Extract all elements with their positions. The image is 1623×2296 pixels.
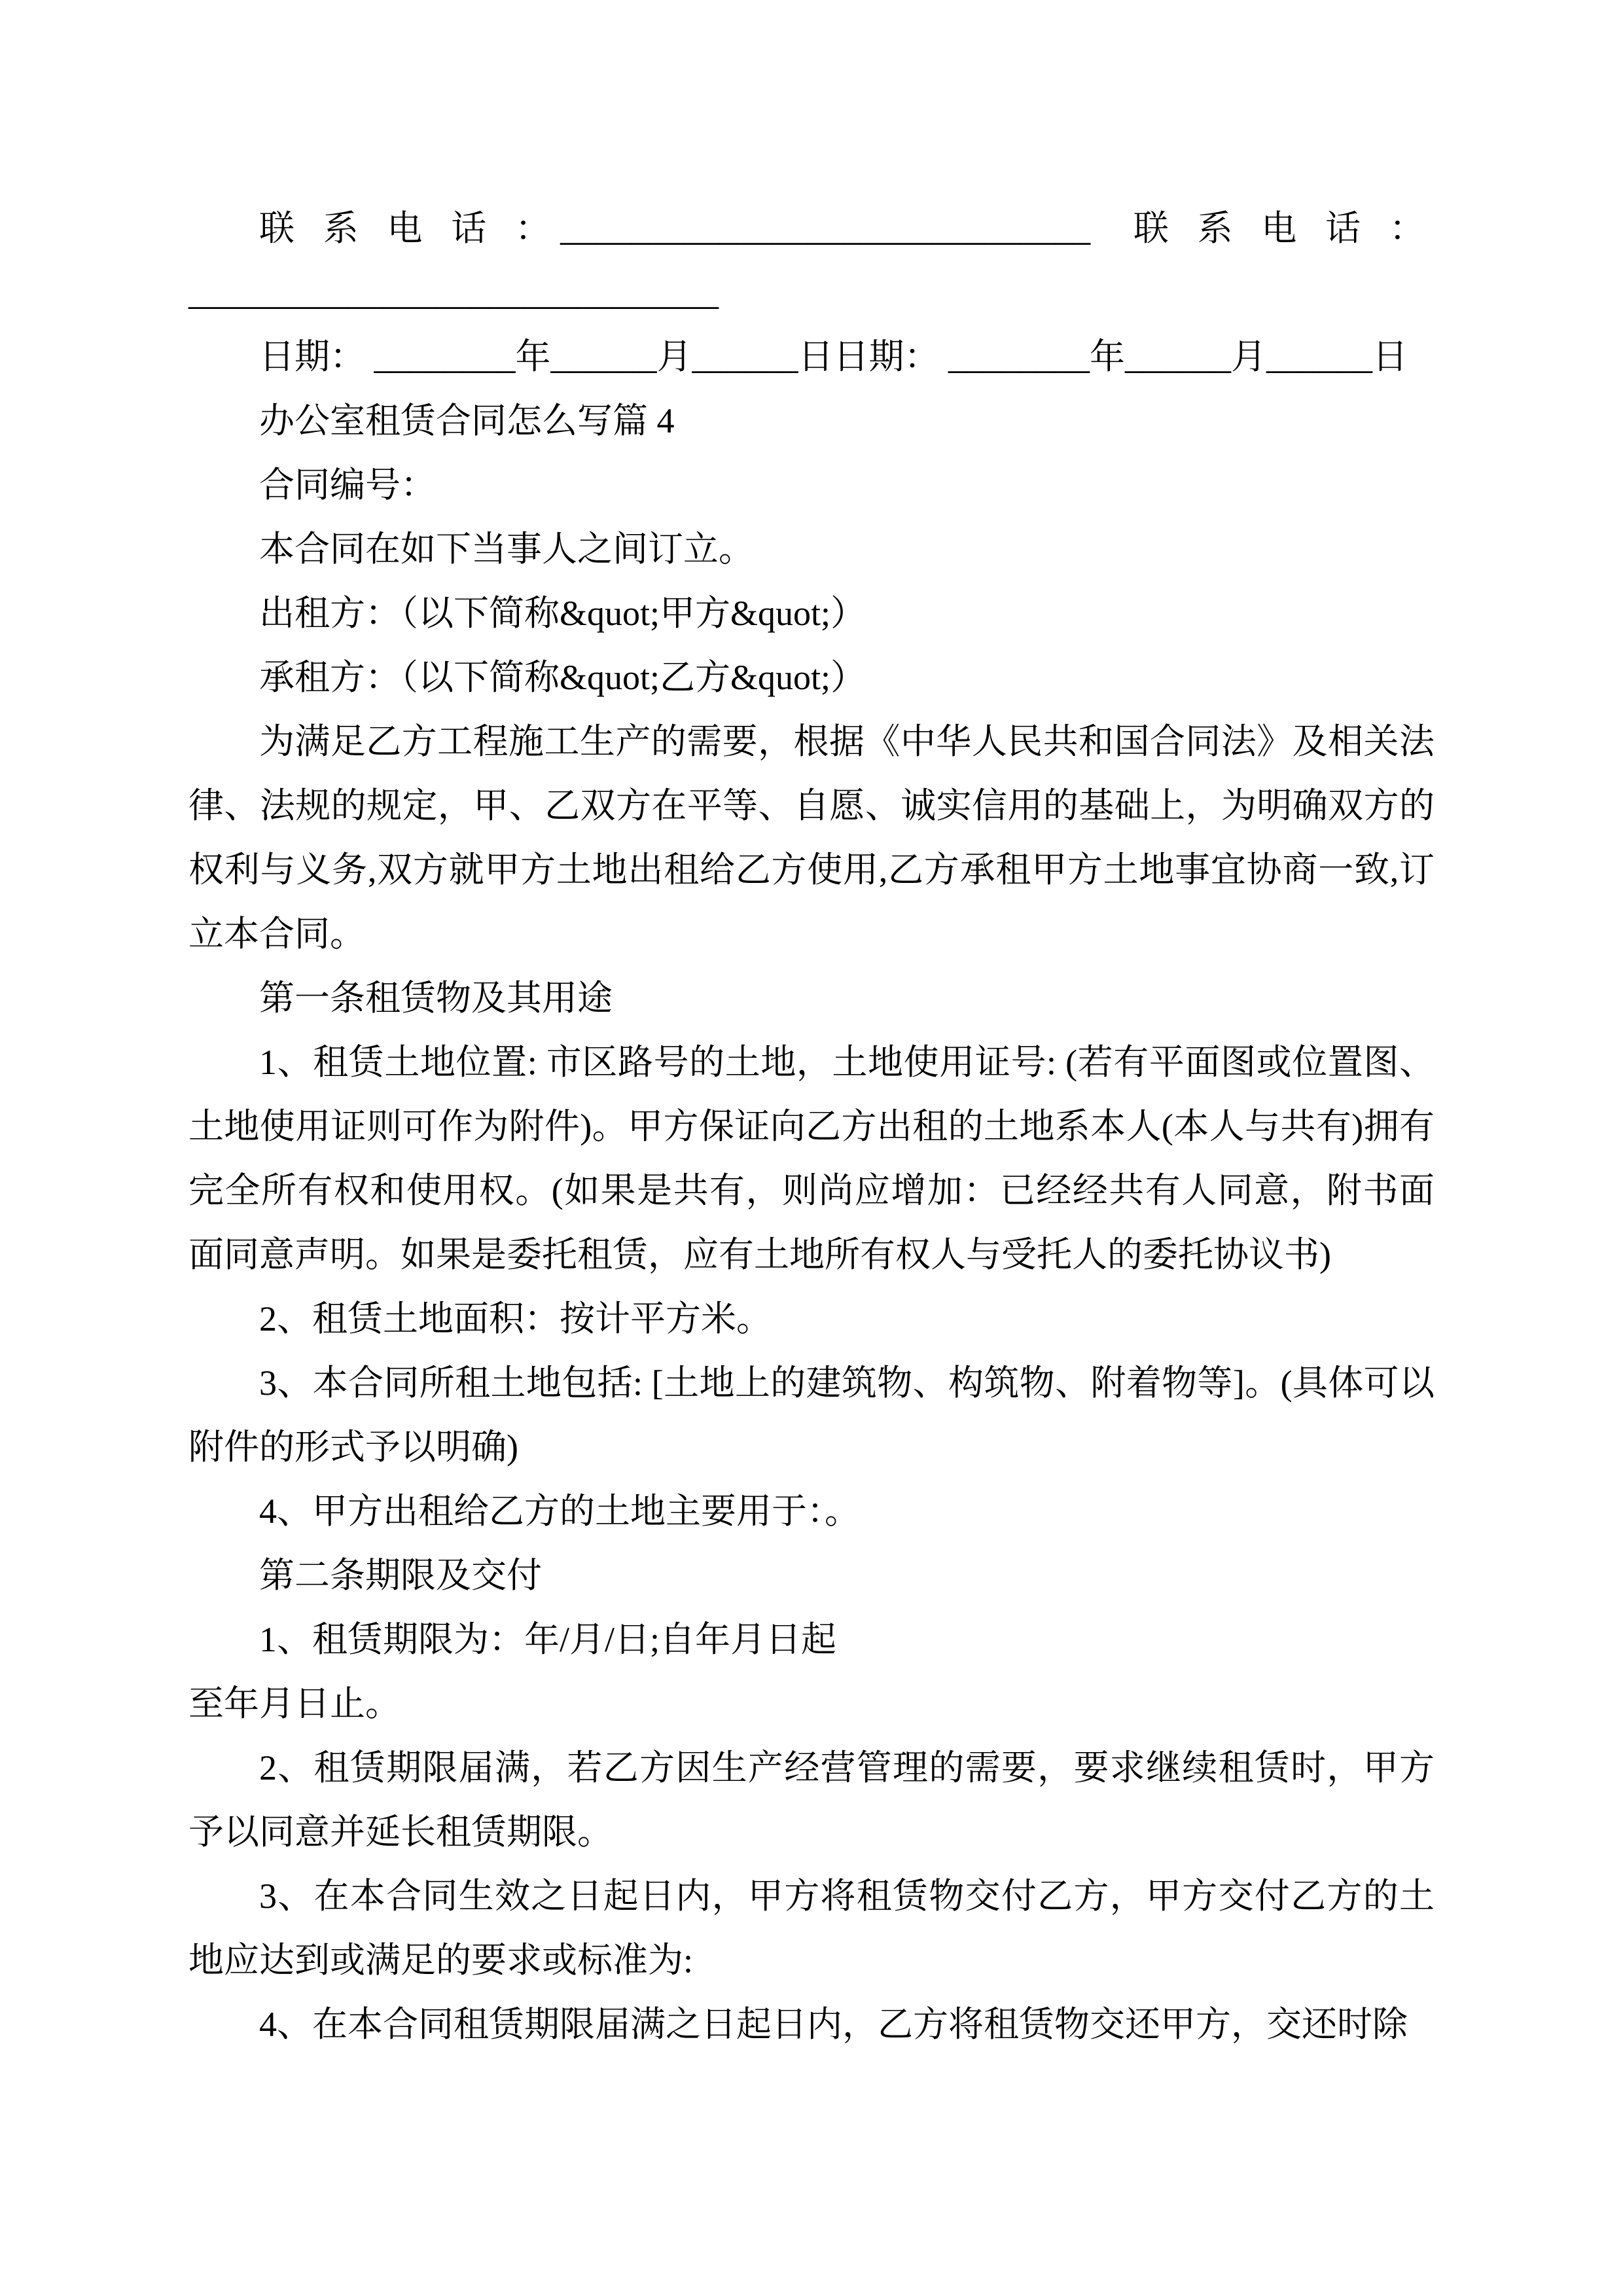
paragraph: 本合同在如下当事人之间订立。 [259,529,754,569]
paragraph: 第二条期限及交付 [259,1556,542,1595]
date-row: 日期： ________年______月______日日期： ________年______月______日 [259,337,1408,376]
paragraph: 2、租赁土地面积：按计平方米。 [259,1299,772,1338]
paragraph: 4、甲方出租给乙方的土地主要用于：。 [259,1492,860,1531]
paragraph: 承租方：（以下简称&quot;乙方&quot;） [259,658,866,697]
contact-phone-left-label: 联 系 电 话 ： [259,209,561,248]
paragraph: 第一条租赁物及其用途 [259,978,613,1018]
paragraph: 4、在本合同租赁期限届满之日起日内，乙方将租赁物交还甲方，交还时除 [259,2005,1408,2044]
contact-phone-left [259,196,1090,260]
paragraph: 1、租赁土地位置: 市区路号的土地，土地使用证号: (若有平面图或位置图、土地使用证则可作为附件)。甲方保证向乙方出租的土地系本人(本人与共有)拥有完全所有权和使用权。(如果是共有，则尚应增加：已经经共有人同意，附书面面同意声明。如果是委托租赁，应有土地所有权人与受托人的委托协议书) [188,1043,1435,1274]
contact-phone-right-label: 联 系 电 话 ： [1133,209,1435,248]
contact-phone-left-blank: ______________________________ [560,209,1091,248]
contact-phone-right-blank: ______________________________ [188,273,719,312]
paragraph: 1、租赁期限为：年/月/日;自年月日起 [259,1620,837,1659]
paragraph: 出租方：（以下简称&quot;甲方&quot;） [259,594,866,633]
paragraph: 合同编号： [259,465,436,505]
paragraph: 3、在本合同生效之日起日内，甲方将租赁物交付乙方，甲方交付乙方的土地应达到或满足的要求或标准为: [188,1876,1435,1980]
paragraph: 为满足乙方工程施工生产的需要，根据《中华人民共和国合同法》及相关法律、法规的规定，甲、乙双方在平等、自愿、诚实信用的基础上，为明确双方的权利与义务,双方就甲方土地出租给乙方使用,乙方承租甲方土地事宜协商一致,订立本合同。 [188,722,1435,954]
paragraph: 3、本合同所租土地包括: [土地上的建筑物、构筑物、附着物等]。(具体可以附件的形式予以明确) [188,1363,1435,1467]
paragraph: 办公室租赁合同怎么写篇 4 [259,401,675,440]
contact-phone-row [188,196,1435,260]
paragraph: 2、租赁期限届满，若乙方因生产经营管理的需要，要求继续租赁时，甲方予以同意并延长租赁期限。 [188,1748,1435,1852]
paragraph: 至年月日止。 [188,1684,401,1723]
paragraph-container [188,389,1435,2056]
